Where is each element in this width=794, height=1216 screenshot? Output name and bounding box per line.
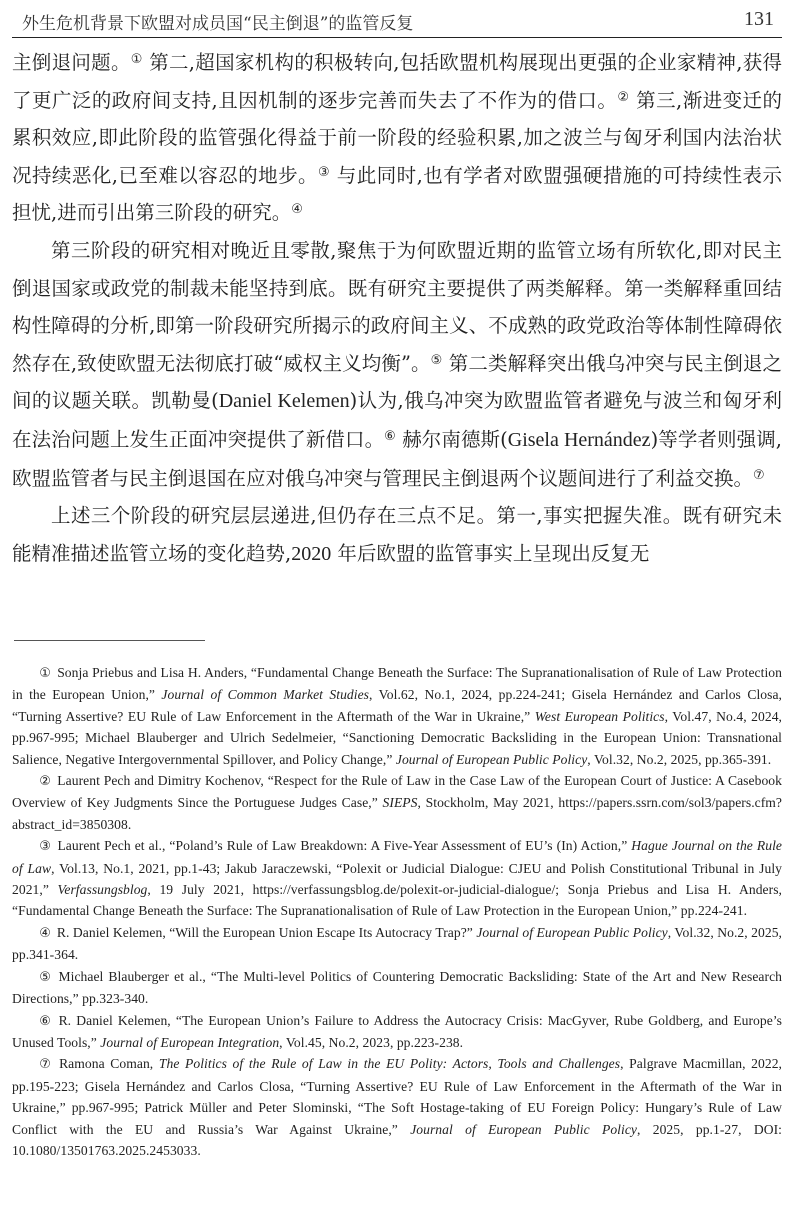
publication-title: Journal of European Public Policy xyxy=(476,924,668,940)
text-run: 第三阶段的研究相对晚近且零散,聚焦于为何欧盟近期的监管立场有所软化,即对民主倒退国家或政党的制裁未能坚持到底。既有研究主要提供了两类解释。第一类解释重回结构性障碍的分析,即第一阶段研究所揭示的政府间主义、不成熟的政党政治等体制性障碍依然存在,致使欧盟无法彻底打破“威权主义均衡”。 xyxy=(12,238,782,375)
publication-title: Journal of European Public Policy xyxy=(395,751,588,767)
footnote-separator xyxy=(14,640,205,641)
text-run: 第二,超国家机构的积极转向,包括欧盟机构展现出更强的企业家精神,获得了更广泛的政府间支持,且因机制的逐步完善而失去了不作为的借口。 xyxy=(12,51,782,112)
publication-title: Journal of Common Market Studies xyxy=(161,687,370,703)
footnote-7 xyxy=(12,1053,782,1161)
citation-text: R. Daniel Kelemen, “The European Union’s Failure to Address the Autocracy Crisis: MacGyver, Rube Goldberg, and Europe’s Unused Tools,” xyxy=(12,1012,782,1050)
paragraph-2 xyxy=(12,232,782,497)
page-number: 131 xyxy=(744,8,774,30)
footnote-4 xyxy=(12,922,782,966)
footnote-ref-1[interactable]: ① xyxy=(130,52,143,67)
header-rule xyxy=(12,37,782,38)
footnote-marker: ⑥ xyxy=(39,1013,53,1029)
running-header xyxy=(14,6,782,36)
publication-title: West European Politics xyxy=(534,708,665,724)
publication-title: Hague Journal on the Rule of Law xyxy=(12,838,782,876)
citation-text: , Vol.45, No.2, 2023, pp.223-238. xyxy=(279,1034,464,1050)
citation-text: Laurent Pech and Dimitry Kochenov, “Respect for the Rule of Law in the Case Law of the European Court of Justice: A Casebook Overview of Key Judgments Since the Portuguese Judges Case,” xyxy=(12,773,782,811)
author-name-hernandez: Gisela Hernández xyxy=(507,428,651,451)
publication-title: Journal of European Public Policy xyxy=(410,1121,637,1137)
citation-text: , 19 July 2021, https://verfassungsblog.de/polexit-or-judicial-dialogue/; Sonja Priebus and Lisa H. Anders, “Fundamental Change Beneath the Surface: The Supranationalisation of Rule of Law Protection in the European Union,” pp.224-241. xyxy=(12,882,783,919)
footnote-marker: ③ xyxy=(39,839,52,855)
footnote-marker: ② xyxy=(39,774,52,790)
footnote-marker: ⑦ xyxy=(39,1057,54,1073)
text-run: )等学者则强调,欧盟监管者与民主倒退国在应对俄乌冲突与管理民主倒退两个议题间进行了利益交换。 xyxy=(12,427,782,490)
text-run: 与此同时,也有学者对欧盟强硬措施的可持续性表示担忧,进而引出第三阶段的研究。 xyxy=(12,163,783,225)
citation-text: Ramona Coman, xyxy=(59,1056,159,1072)
citation-text: , 2025, pp.1-27, DOI: 10.1080/13501763.2025.2453033. xyxy=(12,1121,782,1158)
citation-text: , Vol.62, No.1, 2024, pp.224-241; Gisela Hernández and Carlos Closa, “Turning Assertive? EU Rule of Law Enforcement in the Aftermath of the War in Ukraine,” xyxy=(12,687,782,724)
text-run: 上述三个阶段的研究层层递进,但仍存在三点不足。第一,事实把握失准。既有研究未能精准描述监管立场的变化趋势, xyxy=(12,504,782,565)
footnote-1 xyxy=(12,662,782,770)
text-run: )认为,俄乌冲突为欧盟监管者避免与波兰和匈牙利在法治问题上发生正面冲突提供了新借口。 xyxy=(12,389,783,451)
footnotes xyxy=(12,662,782,1161)
footnote-ref-5[interactable]: ⑤ xyxy=(430,352,443,368)
year-2020: 2020 xyxy=(291,542,332,565)
footnote-marker: ④ xyxy=(39,925,51,941)
footnote-6 xyxy=(12,1010,782,1054)
paragraph-1 xyxy=(12,44,782,232)
footnote-marker: ① xyxy=(39,666,52,681)
citation-text: , Palgrave Macmillan, 2022, pp.195-223; Gisela Hernández and Carlos Closa, “Turning Assertive? EU Rule of Law Enforcement in the Aftermath of the War in Ukraine,” pp.967-995; Patrick Müller and Peter Slominski, “The Soft Hostage-taking of EU Foreign Policy: Hungary’s Rule of Law Conflict with the EU and Russia’s War Against Ukraine,” xyxy=(12,1056,782,1137)
footnote-ref-7[interactable]: ⑦ xyxy=(753,467,765,483)
footnote-ref-6[interactable]: ⑥ xyxy=(384,428,396,444)
footnote-marker: ⑤ xyxy=(39,969,53,985)
citation-text: Michael Blauberger et al., “The Multi-level Politics of Countering Democratic Backsliding: State of the Art and New Research Directions,” pp.323-340. xyxy=(12,968,782,1007)
text-run: 第二类解释突出俄乌冲突与民主倒退之间的议题关联。凯勒曼( xyxy=(12,351,783,413)
citation-text: , Vol.32, No.2, 2025, pp.341-364. xyxy=(12,924,782,963)
citation-text: , Vol.47, No.4, 2024, pp.967-995; Michael Blauberger and Ulrich Sedelmeier, “Sanctioning Democratic Backsliding in the European Union: Transnational Salience, Negative Intergovernmental Spillover, and Policy Change,” xyxy=(12,708,782,767)
publication-title: Verfassungsblog xyxy=(57,882,148,898)
running-title: 外生危机背景下欧盟对成员国“民主倒退”的监管反复 xyxy=(22,14,414,34)
citation-text: R. Daniel Kelemen, “Will the European Union Escape Its Autocracy Trap?” xyxy=(56,924,477,940)
main-text xyxy=(12,44,782,573)
publication-title: SIEPS xyxy=(382,795,418,811)
footnote-2 xyxy=(12,770,782,835)
citation-text: , Vol.32, No.2, 2025, pp.365-391. xyxy=(587,751,772,767)
text-run: 主倒退问题。 xyxy=(12,51,131,74)
author-name-kelemen: Daniel Kelemen xyxy=(218,390,350,413)
text-run: 赫尔南德斯( xyxy=(395,427,508,451)
footnote-ref-3[interactable]: ③ xyxy=(318,164,331,180)
footnote-5 xyxy=(12,966,782,1010)
publication-title: Journal of European Integration xyxy=(100,1034,280,1050)
citation-text: Laurent Pech et al., “Poland’s Rule of Law Breakdown: A Five-Year Assessment of EU’s (In) Action,” xyxy=(57,838,632,854)
footnote-ref-2[interactable]: ② xyxy=(617,89,630,105)
text-run: 年后欧盟的监管事实上呈现出反复无 xyxy=(331,541,650,565)
paragraph-3 xyxy=(12,497,782,573)
text-run: 第三,渐进变迁的累积效应,即此阶段的监管强化得益于前一阶段的经验积累,加之波兰与匈牙利国内法治状况持续恶化,已至难以容忍的地步。 xyxy=(12,88,783,187)
footnote-3 xyxy=(12,835,782,922)
citation-text: Sonja Priebus and Lisa H. Anders, “Fundamental Change Beneath the Surface: The Supranationalisation of Rule of Law Protection in the European Union,” xyxy=(12,665,782,703)
citation-text: , Stockholm, May 2021, https://papers.ssrn.com/sol3/papers.cfm?abstract_id=3850308. xyxy=(12,795,783,832)
footnote-ref-4[interactable]: ④ xyxy=(291,202,303,218)
publication-title: The Politics of the Rule of Law in the EU Polity: Actors, Tools and Challenges xyxy=(158,1056,621,1072)
citation-text: , Vol.13, No.1, 2021, pp.1-43; Jakub Jaraczewski, “Polexit or Judicial Dialogue: CJEU and Polish Constitutional Tribunal in July 2021,” xyxy=(12,860,782,898)
